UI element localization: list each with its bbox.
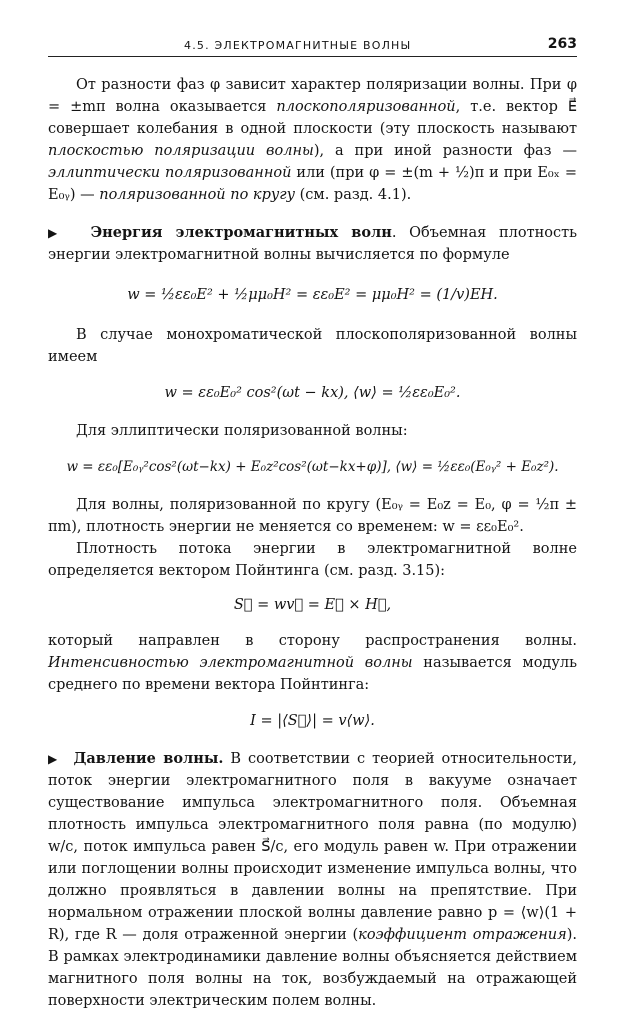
circular-paragraph: Для волны, поляризованной по кругу (E₀ᵧ = E₀z = E₀, φ = ½π ± πm), плотность энергии не меняется со временем: w = εε₀E₀². <box>48 497 577 535</box>
section-marker: ▶ <box>48 226 66 240</box>
term-intensity: Интенсивностью электромагнитной волны <box>48 655 413 671</box>
header-rule <box>48 56 577 57</box>
term-circularly-polarized: поляризованной по кругу <box>99 187 296 203</box>
poynting-paragraph: Плотность потока энергии в электромагнитной волне определяется вектором Пойнтинга (см. разд. 3.15): <box>48 541 577 579</box>
energy-section-paragraph: ▶ Энергия электромагнитных волн. Объемная плотность энергии электромагнитной волны вычисляется по формуле <box>48 224 578 263</box>
polarization-paragraph: От разности фаз φ зависит характер поляризации волны. При φ = ±mπ волна оказывается плоскополяризованной, т.е. вектор E⃗ совершает колебания в одной плоскости (эту плоскость называют плоскостью поляризации волны), а при иной разности фаз — эллиптически поляризованной или (при φ = ±(m + ½)π и при E₀ₓ = E₀ᵧ) — поляризованной по кругу (см. разд. 4.1). <box>48 77 577 203</box>
elliptical-formula: w = εε₀[E₀ᵧ²cos²(ωt−kx) + E₀z²cos²(ωt−kx+φ)], ⟨w⟩ = ½εε₀(E₀ᵧ² + E₀z²). <box>66 459 559 475</box>
page-number: 263 <box>547 36 577 52</box>
term-plane-polarized: плоскополяризованной <box>276 99 456 115</box>
section-marker: ▶ <box>48 752 60 766</box>
intensity-formula: I = |⟨S⃗⟩| = v⟨w⟩. <box>250 713 375 729</box>
energy-section-heading: Энергия электромагнитных волн <box>90 224 392 241</box>
monochromatic-paragraph: В случае монохроматической плоскополяризованной волны имеем <box>48 327 577 365</box>
term-reflection-coefficient: коэффициент отражения <box>358 927 567 943</box>
term-plane-of-polarization: плоскостью поляризации волны <box>48 143 314 159</box>
running-header <box>48 34 577 56</box>
page-body <box>48 70 577 1012</box>
pressure-section-paragraph: ▶ Давление волны. В соответствии с теорией относительности, поток энергии электромагнитного поля в вакууме означает существование импульса электромагнитного поля. Объемная плотность импульса электромагнитного поля равна (по модулю) w/c, поток импульса равен S⃗/c, его модуль равен w. При отражении или поглощении волны происходит изменение импульса волны, что должно проявляться в давлении волны на препятствие. При нормальном отражении плоской волны давление равно p = ⟨w⟩(1 + R), где R — доля отраженной энергии (коэффициент отражения). В рамках электродинамики давление волны объясняется действием магнитного поля волны на ток, возбуждаемый на отражающей поверхности электрическим полем волны. <box>48 750 577 1009</box>
monochromatic-formula: w = εε₀E₀² cos²(ωt − kx), ⟨w⟩ = ½εε₀E₀². <box>164 385 461 401</box>
intensity-paragraph: который направлен в сторону распространения волны. Интенсивностью электромагнитной волны называется модуль среднего по времени вектора Пойнтинга: <box>48 633 577 693</box>
elliptical-paragraph: Для эллиптически поляризованной волны: <box>76 423 408 439</box>
pressure-section-heading: Давление волны. <box>73 750 224 767</box>
term-elliptically-polarized: эллиптически поляризованной <box>48 165 292 181</box>
poynting-formula: S⃗ = wv⃗ = E⃗ × H⃗, <box>233 597 392 613</box>
section-title: 4.5. ЭЛЕКТРОМАГНИТНЫЕ ВОЛНЫ <box>184 39 412 52</box>
energy-density-formula: w = ½εε₀E² + ½μμ₀H² = εε₀E² = μμ₀H² = (1/v)EH. <box>127 287 498 303</box>
